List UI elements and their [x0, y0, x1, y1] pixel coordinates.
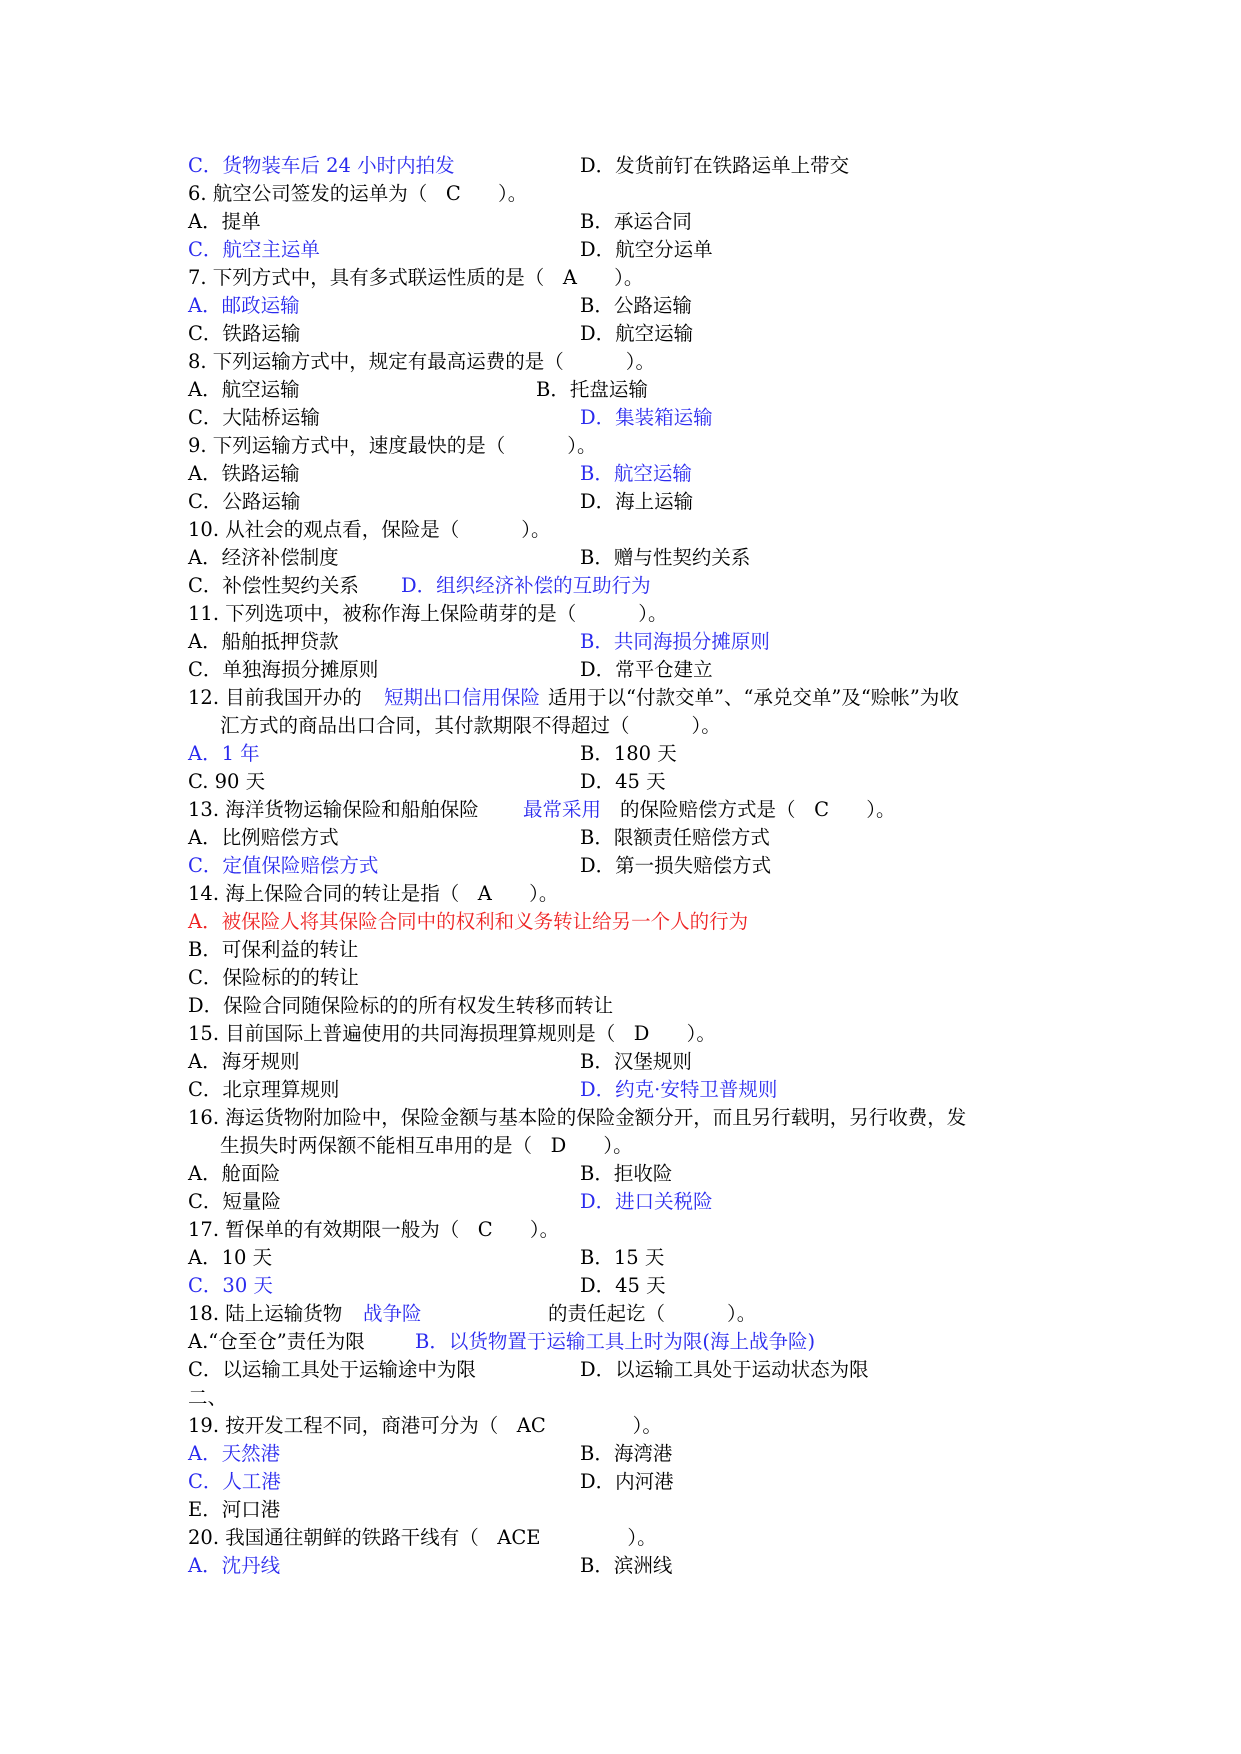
text-segment: 适用于以“付款交单”、“承兑交单”及“赊帐”为收	[548, 686, 959, 709]
text-segment: A．比例赔偿方式	[188, 826, 339, 849]
text-segment: A．沈丹线	[188, 1554, 281, 1577]
text-segment: A．10 天	[188, 1246, 273, 1269]
text-segment: B．15 天	[580, 1246, 665, 1269]
text-segment: E．河口港	[188, 1498, 281, 1521]
text-segment: B．航空运输	[580, 462, 692, 485]
text-segment: D．集装箱运输	[580, 406, 713, 429]
text-segment: A．天然港	[188, 1442, 281, 1465]
text-segment: 7. 下列方式中，具有多式联运性质的是（ A ）。	[188, 266, 644, 289]
text-segment: A．提单	[188, 210, 261, 233]
text-segment: D．常平仓建立	[580, 658, 713, 681]
text-segment: D．航空分运单	[580, 238, 713, 261]
text-segment: 20. 我国通往朝鲜的铁路干线有（ ACE ）。	[188, 1526, 657, 1549]
text-segment: C．30 天	[188, 1274, 273, 1297]
text-segment: B．可保利益的转让	[188, 938, 359, 961]
text-segment: B．公路运输	[580, 294, 692, 317]
text-segment: C．铁路运输	[188, 322, 301, 345]
text-segment: D．内河港	[580, 1470, 674, 1493]
text-segment: 12. 目前我国开办的	[188, 686, 362, 709]
text-segment: 19. 按开发工程不同，商港可分为（ AC ）。	[188, 1414, 662, 1437]
text-segment: A．1 年	[188, 742, 260, 765]
text-segment: A．船舶抵押贷款	[188, 630, 339, 653]
text-segment: D．第一损失赔偿方式	[580, 854, 772, 877]
text-segment: 11. 下列选项中，被称作海上保险萌芽的是（ ）。	[188, 602, 668, 625]
text-segment: A．舱面险	[188, 1162, 281, 1185]
text-segment: D．航空运输	[580, 322, 694, 345]
text-segment: D．45 天	[580, 770, 666, 793]
text-segment: A．海牙规则	[188, 1050, 300, 1073]
text-segment: D．约克·安特卫普规则	[580, 1078, 778, 1101]
text-segment: D．组织经济补偿的互助行为	[401, 574, 651, 597]
text-segment: D．进口关税险	[580, 1190, 713, 1213]
text-segment: B．托盘运输	[536, 378, 648, 401]
text-segment: A.“仓至仓”责任为限	[188, 1330, 365, 1353]
text-segment: C．人工港	[188, 1470, 281, 1493]
text-segment: C．公路运输	[188, 490, 301, 513]
text-segment: 二、	[188, 1386, 228, 1409]
text-segment: D．海上运输	[580, 490, 694, 513]
text-segment: 生损失时两保额不能相互串用的是（ D ）。	[220, 1134, 633, 1157]
text-segment: A．航空运输	[188, 378, 300, 401]
text-segment: C．保险标的的转让	[188, 966, 359, 989]
text-segment: B．180 天	[580, 742, 677, 765]
text-segment: 最常采用	[523, 798, 602, 821]
text-segment: B．赠与性契约关系	[580, 546, 751, 569]
text-segment: D．保险合同随保险标的的所有权发生转移而转让	[188, 994, 614, 1017]
text-segment: C．以运输工具处于运输途中为限	[188, 1358, 476, 1381]
text-segment: C. 90 天	[188, 770, 266, 793]
text-segment: C．大陆桥运输	[188, 406, 320, 429]
text-segment: C．定值保险赔偿方式	[188, 854, 379, 877]
text-segment: 14. 海上保险合同的转让是指（ A ）。	[188, 882, 559, 905]
text-segment: 13. 海洋货物运输保险和船舶保险	[188, 798, 479, 821]
text-segment: 汇方式的商品出口合同，其付款期限不得超过（ ）。	[220, 714, 721, 737]
text-segment: 10. 从社会的观点看，保险是（ ）。	[188, 518, 551, 541]
text-segment: D．发货前钉在铁路运单上带交	[580, 154, 850, 177]
text-segment: 战争险	[363, 1302, 422, 1325]
text-segment: B．汉堡规则	[580, 1050, 692, 1073]
text-segment: A．邮政运输	[188, 294, 300, 317]
text-segment: 的保险赔偿方式是（ C ）。	[620, 798, 896, 821]
text-segment: B．以货物置于运输工具上时为限(海上战争险)	[415, 1330, 816, 1353]
text-segment: A．经济补偿制度	[188, 546, 339, 569]
text-segment: 17. 暂保单的有效期限一般为（ C ）。	[188, 1218, 560, 1241]
text-segment: C．货物装车后 24 小时内拍发	[188, 154, 455, 177]
text-segment: A．被保险人将其保险合同中的权利和义务转让给另一个人的行为	[188, 910, 749, 933]
text-segment: A．铁路运输	[188, 462, 300, 485]
text-segment: B．拒收险	[580, 1162, 673, 1185]
text-segment: 9. 下列运输方式中，速度最快的是（ ）。	[188, 434, 597, 457]
text-segment: 16. 海运货物附加险中，保险金额与基本险的保险金额分开，而且另行载明，另行收费，发	[188, 1106, 967, 1129]
text-segment: 15. 目前国际上普遍使用的共同海损理算规则是（ D ）。	[188, 1022, 716, 1045]
text-segment: C．北京理算规则	[188, 1078, 340, 1101]
text-segment: C．短量险	[188, 1190, 281, 1213]
text-segment: C．补偿性契约关系	[188, 574, 359, 597]
text-segment: 6. 航空公司签发的运单为（ C ）。	[188, 182, 528, 205]
text-segment: C．单独海损分摊原则	[188, 658, 379, 681]
text-segment: B．承运合同	[580, 210, 692, 233]
text-segment: D．以运输工具处于运动状态为限	[580, 1358, 869, 1381]
text-segment: B．限额责任赔偿方式	[580, 826, 770, 849]
text-segment: D．45 天	[580, 1274, 666, 1297]
text-segment: B．共同海损分摊原则	[580, 630, 770, 653]
text-segment: C．航空主运单	[188, 238, 320, 261]
text-segment: 的责任起讫（ ）。	[548, 1302, 757, 1325]
text-segment: 18. 陆上运输货物	[188, 1302, 343, 1325]
text-segment: B．海湾港	[580, 1442, 673, 1465]
text-segment: 短期出口信用保险	[384, 686, 541, 709]
text-segment: 8. 下列运输方式中，规定有最高运费的是（ ）。	[188, 350, 656, 373]
text-segment: B．滨洲线	[580, 1554, 673, 1577]
